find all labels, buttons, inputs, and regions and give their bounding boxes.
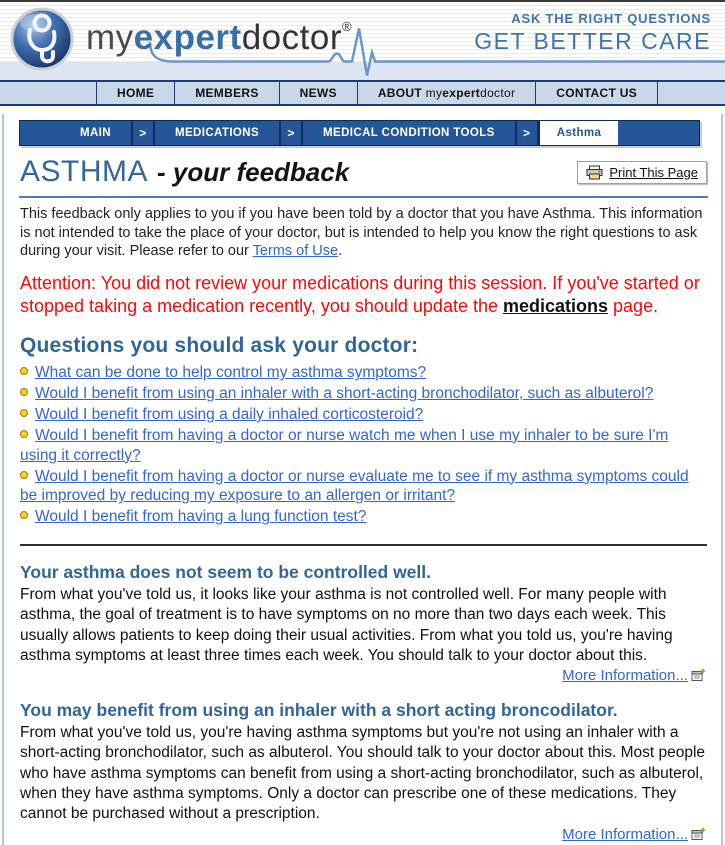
nav-item-about[interactable]: [357, 82, 535, 104]
question-link-2[interactable]: Would I benefit from using an inhaler with a short-acting bronchodilator, such as albuterol?: [35, 385, 654, 403]
page-title-main: ASTHMA: [20, 155, 149, 188]
nav-item-members[interactable]: MEMBERS: [174, 82, 278, 104]
brand-wordmark: [86, 18, 352, 58]
breadcrumb-medications[interactable]: MEDICATIONS: [175, 127, 260, 139]
intro-paragraph: [20, 205, 707, 261]
content-area: [2, 114, 723, 845]
question-list-item: [20, 467, 707, 507]
question-list-item: [20, 384, 707, 404]
nav-left-spacer: [0, 82, 96, 104]
chevron-right-icon: >: [279, 121, 303, 145]
tagline-line1: ASK THE RIGHT QUESTIONS: [511, 11, 711, 26]
breadcrumb-active-asthma-tab[interactable]: Asthma: [539, 121, 619, 145]
attention-text: Attention: You did not review your medications during this session. If you've started or stopped taking a medication recently, you should update the: [20, 272, 700, 316]
top-navigation: [0, 80, 725, 106]
intro-text: This feedback only applies to you if you have been told by a doctor that you have Asthma. This information is not intended to take the place of your doctor, but is intended to help you know the right questions to ask during your visit. Please refer to our: [20, 206, 703, 260]
new-window-icon: [691, 827, 706, 841]
orange-bullet-icon: [20, 409, 28, 417]
questions-list: [20, 363, 707, 527]
breadcrumb-lead: [20, 121, 60, 145]
printer-icon: [586, 165, 603, 180]
breadcrumb-medical-condition-tools[interactable]: MEDICAL CONDITION TOOLS: [323, 127, 495, 139]
more-information-link[interactable]: More Information...: [562, 825, 688, 843]
attention-message: [20, 272, 707, 318]
question-list-item: [20, 363, 707, 383]
orange-bullet-icon: [20, 430, 28, 438]
question-list-item: [20, 507, 707, 527]
feedback-section-asthma-control: [20, 562, 707, 684]
terms-of-use-link[interactable]: Terms of Use: [252, 243, 339, 260]
feedback-section-bronchodilator: [20, 700, 707, 842]
questions-heading: Questions you should ask your doctor:: [20, 334, 419, 358]
nav-item-home[interactable]: HOME: [96, 82, 174, 104]
question-list-item: [20, 405, 707, 425]
title-row: [19, 146, 708, 198]
question-link-3[interactable]: Would I benefit from using a daily inhaled corticosteroid?: [35, 406, 424, 424]
print-this-page-button[interactable]: [577, 161, 707, 184]
nav-item-news[interactable]: NEWS: [279, 82, 357, 104]
site-header: [0, 0, 725, 80]
orange-bullet-icon: [20, 471, 28, 479]
section-heading: You may benefit from using an inhaler with a short acting broncodilator.: [20, 700, 618, 721]
myexpertdoctor-logo-icon[interactable]: [10, 7, 74, 71]
tagline-line2: GET BETTER CARE: [474, 28, 711, 54]
section-heading: Your asthma does not seem to be controlled well.: [20, 561, 432, 582]
chevron-right-icon: >: [131, 121, 155, 145]
nav-about-my: my: [425, 86, 443, 100]
header-tagline: [474, 11, 711, 55]
more-information-link[interactable]: More Information...: [562, 667, 688, 685]
more-information-row: [20, 826, 706, 843]
section-body: From what you've told us, it looks like your asthma is not controlled well. For many people with asthma, the goal of treatment is to have symptoms on no more than two days each week. This usually allows patients to keep doing their usual activities. From what you told us, you're having asthma symptoms at least three times each week. You should talk to your doctor about this.: [20, 585, 673, 664]
medications-page-link[interactable]: medications: [503, 295, 609, 316]
breadcrumb-filler: [618, 121, 699, 145]
question-link-6[interactable]: Would I benefit from having a lung function test?: [35, 508, 367, 526]
nav-about-word: ABOUT: [377, 86, 423, 100]
breadcrumb: [19, 120, 700, 146]
breadcrumb-main[interactable]: MAIN: [80, 127, 111, 139]
print-this-page-label: Print This Page: [609, 164, 698, 180]
question-link-4[interactable]: Would I benefit from having a doctor or nurse watch me when I use my inhaler to be sure I'm using it correctly?: [20, 426, 669, 464]
attention-text-end: page.: [608, 295, 659, 316]
question-link-5[interactable]: Would I benefit from having a doctor or nurse evaluate me to see if my asthma symptoms could be improved by reducing my exposure to an allergen or irritant?: [20, 467, 689, 505]
question-list-item: [20, 426, 707, 466]
nav-about-expert: expert: [442, 86, 481, 100]
question-link-1[interactable]: What can be done to help control my asthma symptoms?: [35, 364, 427, 382]
nav-about-doctor: doctor: [480, 86, 516, 100]
more-information-row: [20, 667, 706, 684]
brand-expert: expert: [133, 18, 242, 57]
brand-doctor: doctor: [241, 18, 342, 57]
section-divider: [20, 544, 707, 546]
registered-mark: ®: [342, 19, 353, 34]
page-title: [20, 155, 349, 189]
intro-text-end: .: [338, 243, 343, 260]
orange-bullet-icon: [20, 511, 28, 519]
nav-item-contact[interactable]: CONTACT US: [535, 82, 657, 104]
new-window-icon: [691, 668, 706, 682]
chevron-right-icon: >: [515, 121, 539, 145]
section-body: From what you've told us, you're having asthma symptoms but you're not using an inhaler with a short-acting bronchodilator, such as albuterol. You should talk to your doctor about this. Most people who have asthma symptoms can benefit from using a short-acting bronchodilator, such as albuterol, when they have asthma symptoms. Only a doctor can prescribe one of these medications. They cannot be purchased without a prescription.: [20, 724, 706, 823]
page-title-sub: - your feedback: [157, 157, 350, 187]
orange-bullet-icon: [20, 388, 28, 396]
nav-right-filler: [657, 82, 725, 104]
brand-my: my: [86, 18, 134, 57]
orange-bullet-icon: [20, 367, 28, 375]
